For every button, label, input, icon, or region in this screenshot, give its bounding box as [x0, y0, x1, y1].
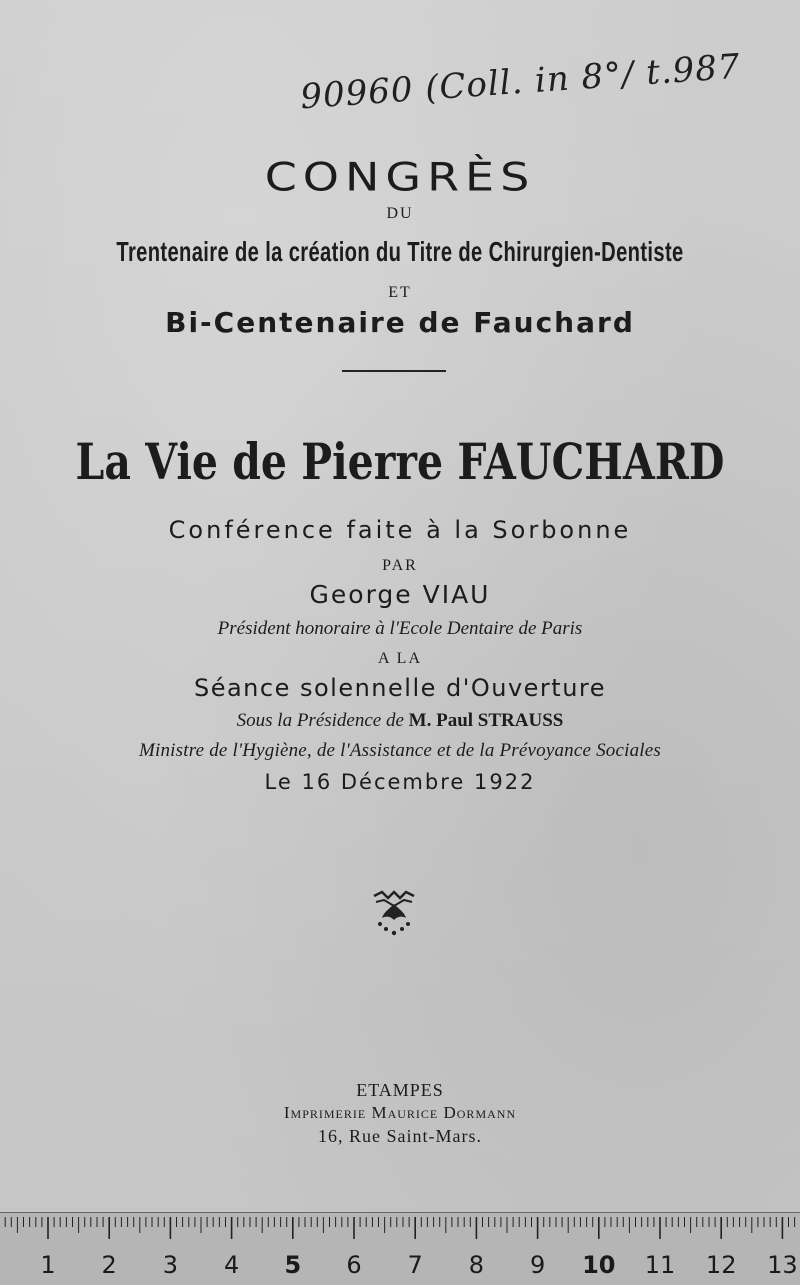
- minister-line: Ministre de l'Hygiène, de l'Assistance et de la Prévoyance Sociales: [138, 740, 662, 761]
- ruler-scale: [0, 1213, 800, 1285]
- printer-name: Imprimerie Maurice Dormann: [283, 1103, 517, 1122]
- conference-subtitle: Conférence faite à la Sorbonne: [168, 516, 632, 544]
- ruler-label: 9: [529, 1251, 546, 1279]
- presidency-line: [0, 710, 800, 732]
- du-label: DU: [386, 205, 414, 222]
- ruler-label: 1: [40, 1251, 56, 1279]
- a-la-label: A LA: [378, 650, 422, 667]
- handwritten-catalog-note: 90960 (Coll. in 8°/ t.987: [299, 46, 742, 118]
- ruler-label: 3: [162, 1251, 179, 1279]
- fleuron-ornament-icon: [370, 888, 418, 938]
- presidency-prefix: Sous la Présidence de: [236, 710, 404, 731]
- printer-city: ETAMPES: [356, 1080, 444, 1100]
- presidency-name: M. Paul STRAUSS: [408, 710, 564, 731]
- par-label: PAR: [382, 557, 418, 574]
- ruler-label: 10: [582, 1251, 616, 1279]
- ruler-label: 6: [346, 1251, 362, 1279]
- divider-rule: [342, 370, 446, 372]
- ruler-label: 8: [468, 1251, 485, 1279]
- author-name: George VIAU: [309, 580, 491, 609]
- printer-address: 16, Rue Saint-Mars.: [318, 1126, 482, 1146]
- ruler-label: 7: [407, 1251, 423, 1279]
- ruler-label: 5: [284, 1251, 302, 1279]
- ruler-label: 11: [644, 1251, 676, 1279]
- ruler-label: 13: [767, 1251, 798, 1279]
- session-title: Séance solennelle d'Ouverture: [193, 674, 607, 702]
- bicentenaire-line: Bi-Centenaire de Fauchard: [165, 306, 635, 339]
- date-line: Le 16 Décembre 1922: [264, 770, 536, 794]
- ruler-label: 12: [705, 1251, 737, 1279]
- ruler-label: 2: [101, 1251, 117, 1279]
- congress-heading: CONGRÈS: [264, 154, 536, 200]
- ruler-label: 4: [223, 1251, 240, 1279]
- measurement-ruler: [0, 1212, 800, 1285]
- author-role: Président honoraire à l'Ecole Dentaire de Paris: [217, 618, 583, 639]
- trentenaire-line: Trentenaire de la création du Titre de Chirurgien-Dentiste: [116, 236, 684, 267]
- et-label: ET: [388, 284, 412, 301]
- main-title: La Vie de Pierre FAUCHARD: [75, 432, 725, 491]
